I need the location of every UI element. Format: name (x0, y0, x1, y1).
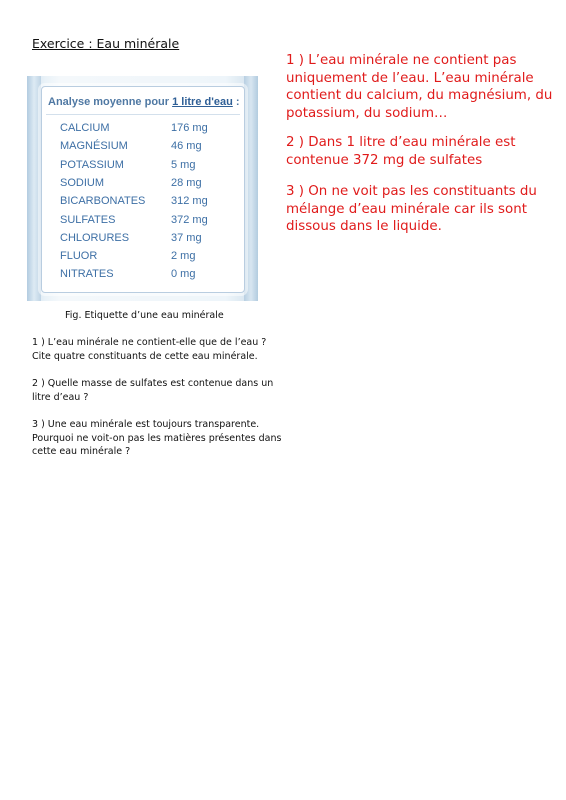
mineral-value: 5 mg (171, 158, 196, 171)
mineral-name: NITRATES (60, 268, 114, 281)
analysis-row (60, 122, 240, 140)
mineral-water-label-image (27, 76, 258, 301)
heading-divider (46, 114, 240, 115)
answer-1: 1 ) L’eau minérale ne contient pas uniquement de l’eau. L’eau minérale contient du calcium, du magnésium, du potassium, du sodium… (286, 53, 553, 121)
analysis-row (60, 232, 240, 250)
mineral-name: POTASSIUM (60, 158, 124, 171)
bottle-ridge-left (27, 76, 41, 301)
mineral-value: 37 mg (171, 231, 202, 244)
question-2: 2 ) Quelle masse de sulfates est contenue dans un litre d’eau ? (32, 378, 274, 403)
analysis-row (60, 159, 240, 177)
mineral-name: CALCIUM (60, 122, 110, 134)
answer-3: 3 ) On ne voit pas les constituants du mélange d’eau minérale car ils sont dissous dans le liquide. (286, 184, 537, 234)
exercise-title: Exercice : Eau minérale (32, 36, 180, 51)
analysis-heading-suffix: : (232, 96, 240, 108)
answer-2: 2 ) Dans 1 litre d’eau minérale est contenue 372 mg de sulfates (286, 135, 516, 168)
mineral-name: MAGNÉSIUM (60, 140, 128, 153)
analysis-card (41, 86, 245, 293)
mineral-name: CHLORURES (60, 231, 130, 244)
analysis-row (60, 140, 240, 158)
question-3: 3 ) Une eau minérale est toujours transparente. Pourquoi ne voit-on pas les matières présentes dans cette eau minérale ? (32, 419, 282, 457)
analysis-heading-link: 1 litre d'eau (172, 96, 233, 108)
bottle-ridge-right (244, 76, 258, 301)
analysis-row (60, 268, 240, 286)
analysis-heading-prefix: Analyse moyenne pour (48, 96, 173, 108)
mineral-value: 312 mg (171, 195, 208, 208)
mineral-name: SULFATES (60, 213, 116, 226)
analysis-row (60, 214, 240, 232)
mineral-value: 0 mg (171, 268, 196, 281)
mineral-value: 46 mg (171, 140, 202, 153)
mineral-value: 2 mg (171, 250, 196, 263)
mineral-value: 176 mg (171, 122, 208, 134)
figure-caption: Fig. Etiquette d’une eau minérale (65, 310, 224, 321)
question-1: 1 ) L’eau minérale ne contient-elle que de l’eau ? Cite quatre constituants de cette eau minérale. (32, 337, 267, 362)
mineral-name: FLUOR (60, 250, 98, 263)
mineral-name: BICARBONATES (60, 195, 146, 208)
mineral-value: 372 mg (171, 213, 208, 226)
analysis-heading (48, 96, 240, 108)
mineral-name: SODIUM (60, 176, 104, 189)
analysis-row (60, 250, 240, 268)
analysis-row (60, 177, 240, 195)
mineral-value: 28 mg (171, 176, 202, 189)
analysis-row (60, 195, 240, 213)
